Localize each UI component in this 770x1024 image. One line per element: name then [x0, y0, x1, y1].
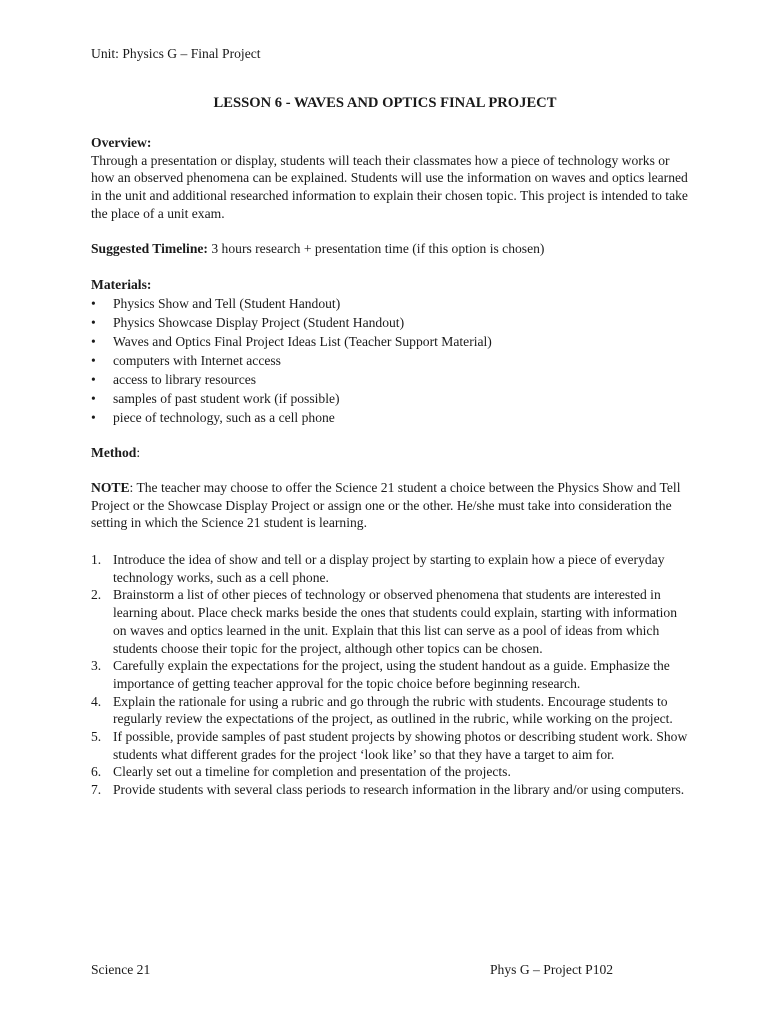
running-header: Unit: Physics G – Final Project — [91, 46, 261, 61]
timeline-text: 3 hours research + presentation time (if this option is chosen) — [207, 241, 545, 256]
step-number: 2. — [91, 587, 102, 603]
list-item: • piece of technology, such as a cell phone — [91, 408, 691, 427]
note-section — [91, 479, 691, 532]
step-item: 7. Provide students with several class periods to research information in the library and/or using computers. — [91, 782, 685, 798]
step-number: 4. — [91, 693, 102, 709]
timeline-section — [91, 240, 691, 258]
step-item: 6. Clearly set out a timeline for completion and presentation of the projects. — [91, 764, 511, 780]
step-item: 5. If possible, provide samples of past student projects by showing photos or describing student work. Show students what different grades for the project ‘look like’ so that they have a target to aim for. — [91, 729, 688, 762]
list-item: • access to library resources — [91, 370, 691, 389]
overview-heading: Overview: — [91, 135, 152, 150]
list-item: • Physics Show and Tell (Student Handout) — [91, 294, 691, 313]
bullet-icon: • — [91, 410, 96, 426]
step-number: 6. — [91, 764, 102, 780]
list-item: • samples of past student work (if possible) — [91, 389, 691, 408]
overview-text: Through a presentation or display, students will teach their classmates how a piece of technology works or how an observed phenomena can be explained. Students will use the information on waves and optics learned in the unit and additional researched information to explain their chosen topic. This project is intended to take the place of a unit exam. — [91, 152, 688, 221]
timeline-label: Suggested Timeline: — [91, 241, 208, 256]
note-text: : The teacher may choose to offer the Science 21 student a choice between the Physics Show and Tell Project or the Showcase Display Project or assign one or the other. He/she must take into consideration the setting in which the Science 21 student is learning. — [91, 480, 681, 531]
footer-page-label: Phys G – Project P102 — [490, 962, 614, 977]
footer-left: Science 21 — [91, 962, 151, 977]
page-title: LESSON 6 - WAVES AND OPTICS FINAL PROJECT — [213, 95, 557, 111]
method-heading-line: Method: — [91, 445, 141, 460]
step-number: 7. — [91, 782, 102, 798]
step-number: 3. — [91, 658, 102, 674]
list-item: • computers with Internet access — [91, 351, 691, 370]
step-number: 5. — [91, 729, 102, 745]
step-number: 1. — [91, 552, 102, 567]
method-heading: Method — [91, 445, 137, 460]
bullet-icon: • — [91, 372, 96, 388]
bullet-icon: • — [91, 333, 96, 349]
bullet-icon: • — [91, 352, 96, 368]
method-steps — [91, 551, 691, 799]
materials-heading: Materials: — [91, 277, 152, 292]
bullet-icon: • — [91, 391, 96, 407]
bullet-icon: • — [91, 295, 96, 311]
bullet-icon: • — [91, 314, 96, 330]
step-item: 3. Carefully explain the expectations for the project, using the student handout as a guide. Emphasize the importance of getting teacher approval for the topic choice before beginning research. — [91, 658, 670, 691]
note-label: NOTE — [91, 480, 130, 495]
step-item: 1. Introduce the idea of show and tell or a display project by starting to explain how a piece of everyday technology works, such as a cell phone. — [91, 552, 665, 585]
materials-list — [91, 294, 691, 428]
step-item: 4. Explain the rationale for using a rubric and go through the rubric with students. Encourage students to regularly review the expectations of the project, as outlined in the rubric, while working on the project. — [91, 693, 673, 727]
list-item: • Physics Showcase Display Project (Student Handout) — [91, 313, 691, 332]
materials-section — [91, 276, 691, 427]
step-item: 2. Brainstorm a list of other pieces of technology or observed phenomena that students are interested in learning about. Place check marks beside the ones that students could explain, starting with information on waves and optics learned in the unit. Explain that this list can serve as a pool of ideas from which students choose their topic for the project, although other topics can be chosen. — [91, 587, 677, 656]
list-item: • Waves and Optics Final Project Ideas List (Teacher Support Material) — [91, 332, 691, 351]
overview-section — [91, 134, 691, 223]
